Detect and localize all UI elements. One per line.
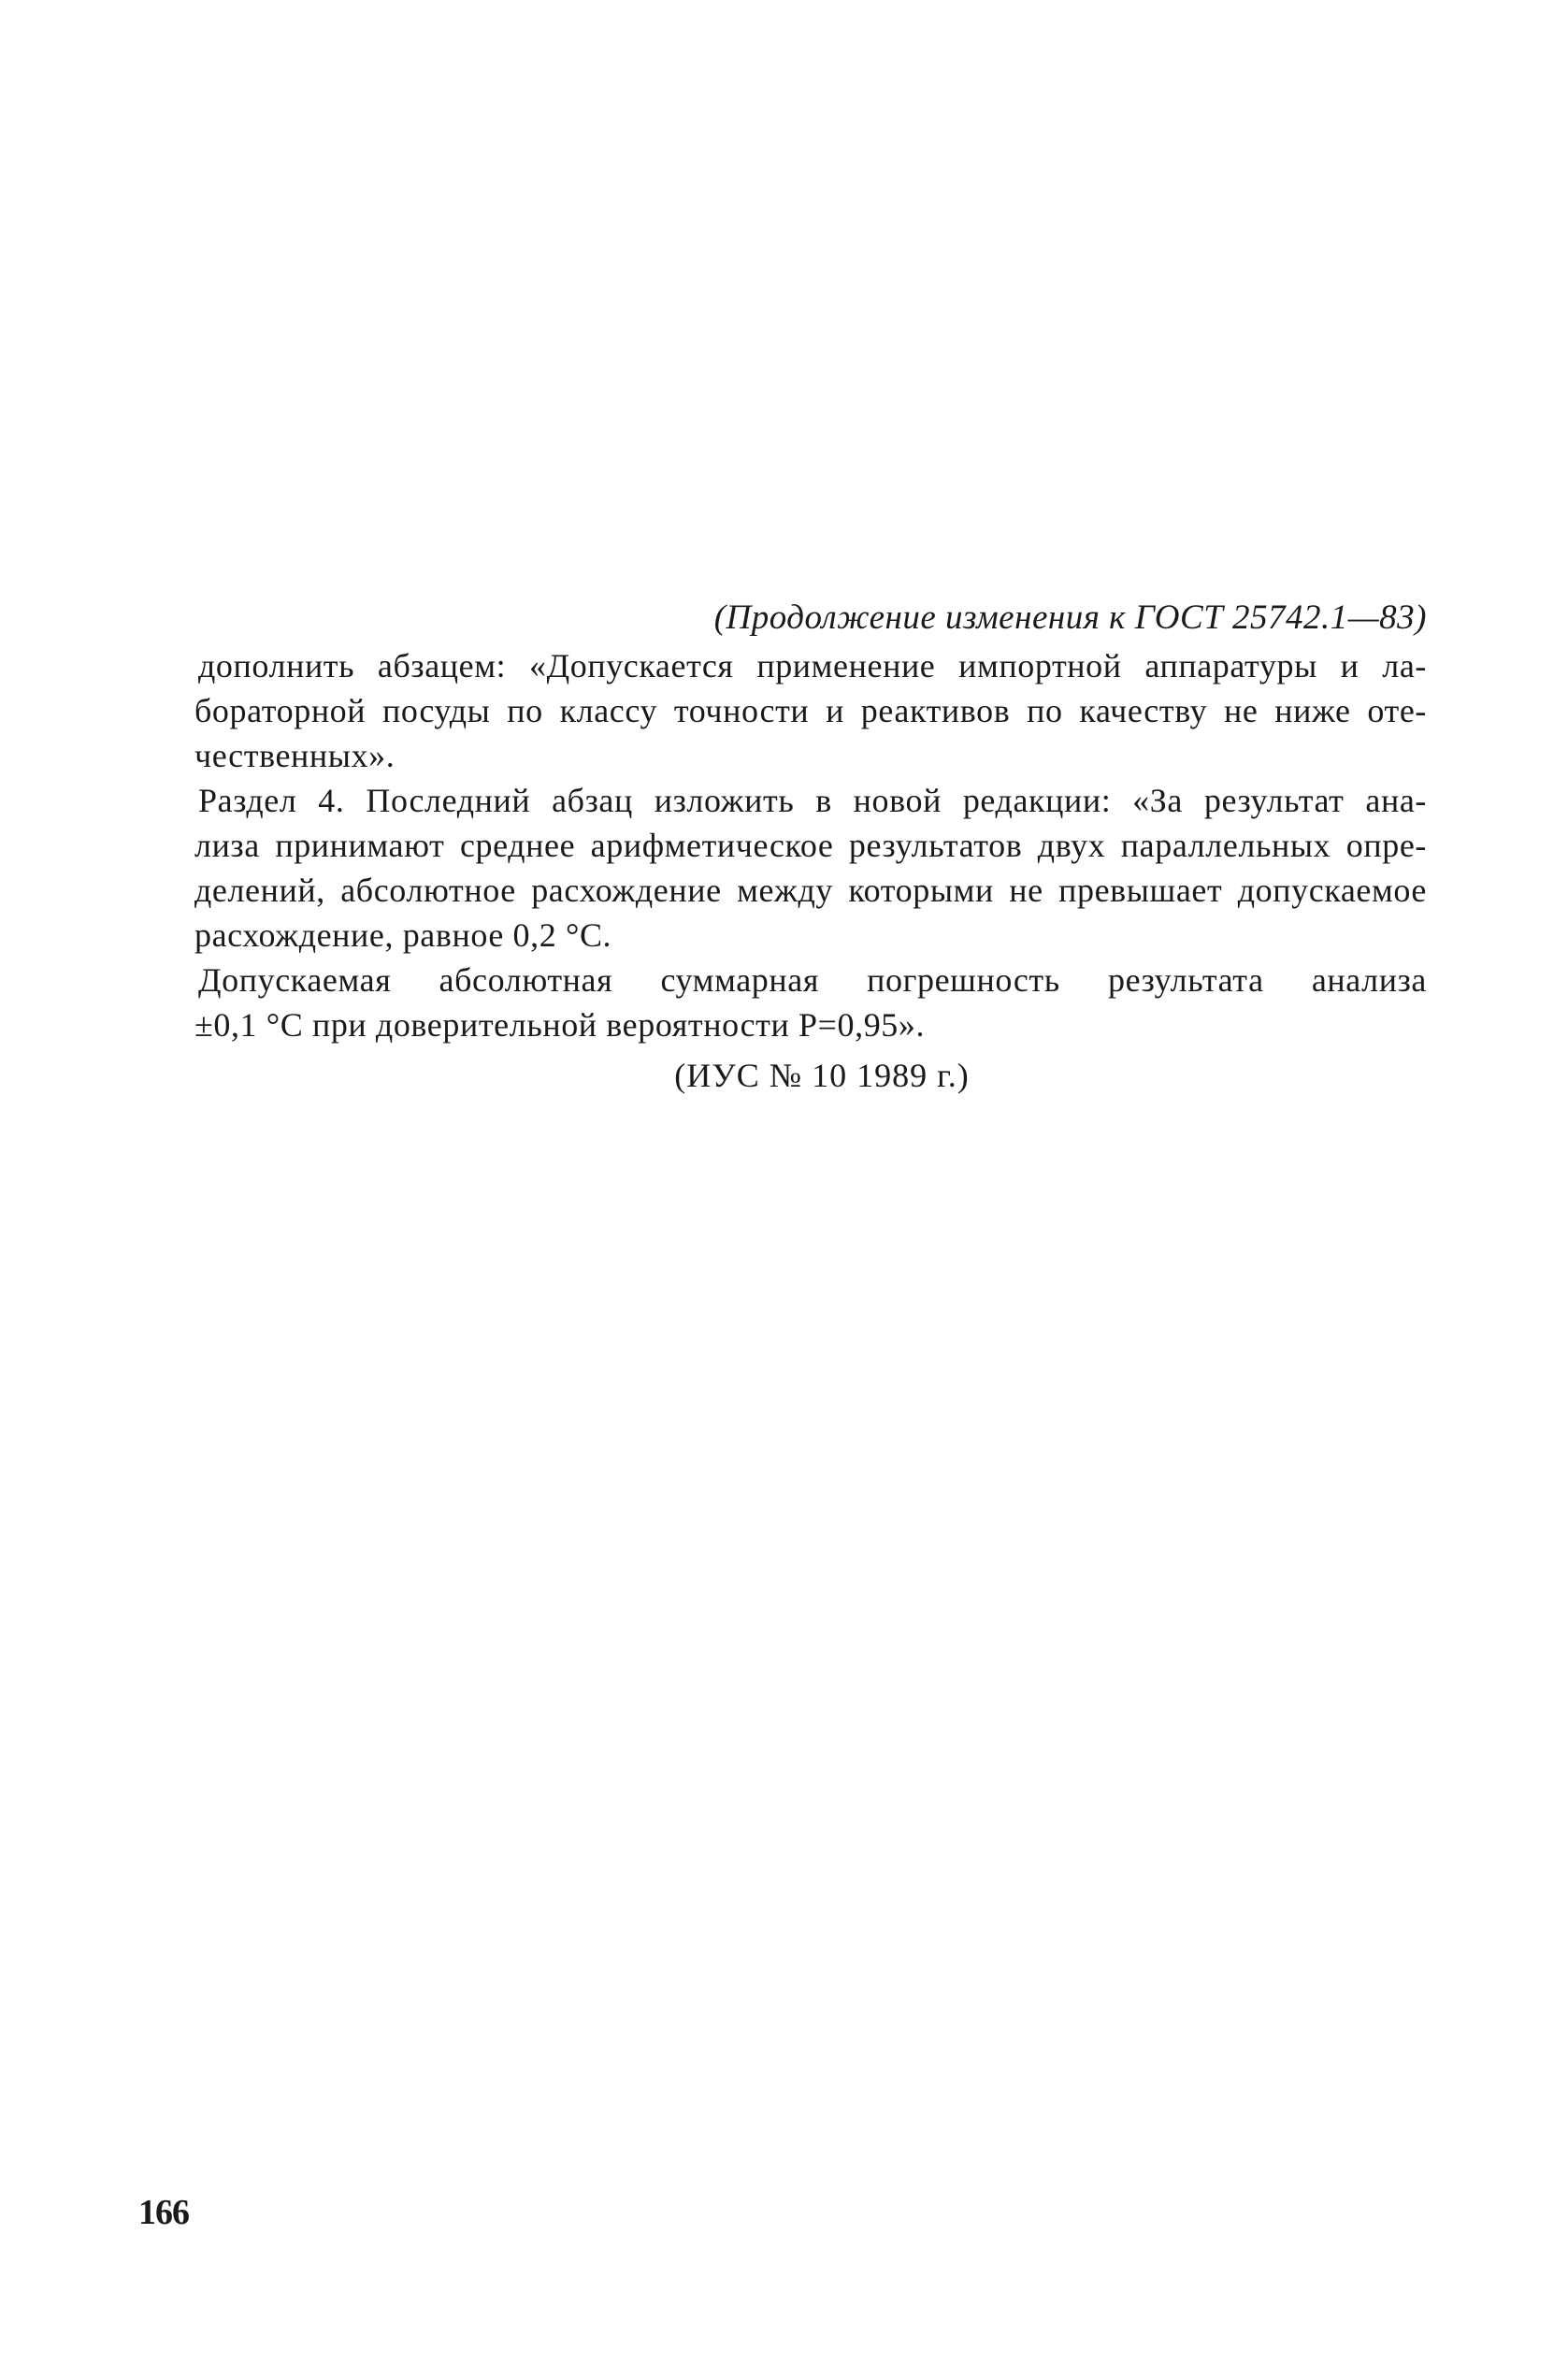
paragraph-1-line: дополнить абзацем: «Допускается применение импортной аппаратуры и ла-	[198, 647, 1427, 685]
paragraph-2-line: Раздел 4. Последний абзац изложить в новой редакции: «За результат ана-	[198, 782, 1427, 819]
paragraph-1-line: бораторной посуды по классу точности и реактивов по качеству не ниже оте-	[194, 692, 1427, 729]
page-number: 166	[138, 2193, 189, 2232]
paragraph-3-line: ±0,1 °С при доверительной вероятности P=0,95».	[194, 1006, 926, 1044]
paragraph-1	[194, 643, 1427, 778]
paragraph-2-line: делений, абсолютное расхождение между которыми не превышает допускаемое	[194, 872, 1427, 909]
paragraph-2-line: расхождение, равное 0,2 °С.	[194, 916, 612, 954]
paragraph-2-line: лиза принимают среднее арифметическое результатов двух параллельных опре-	[194, 827, 1427, 864]
continuation-header: (Продолжение изменения к ГОСТ 25742.1—83)	[713, 598, 1427, 637]
document-body	[194, 595, 1427, 1098]
paragraph-1-line: чественных».	[194, 737, 396, 774]
paragraph-3	[194, 958, 1427, 1047]
paragraph-2	[194, 778, 1427, 958]
source-reference: (ИУС № 10 1989 г.)	[674, 1057, 970, 1094]
paragraph-3-line: Допускаемая абсолютная суммарная погрешность результата анализа	[198, 961, 1427, 999]
